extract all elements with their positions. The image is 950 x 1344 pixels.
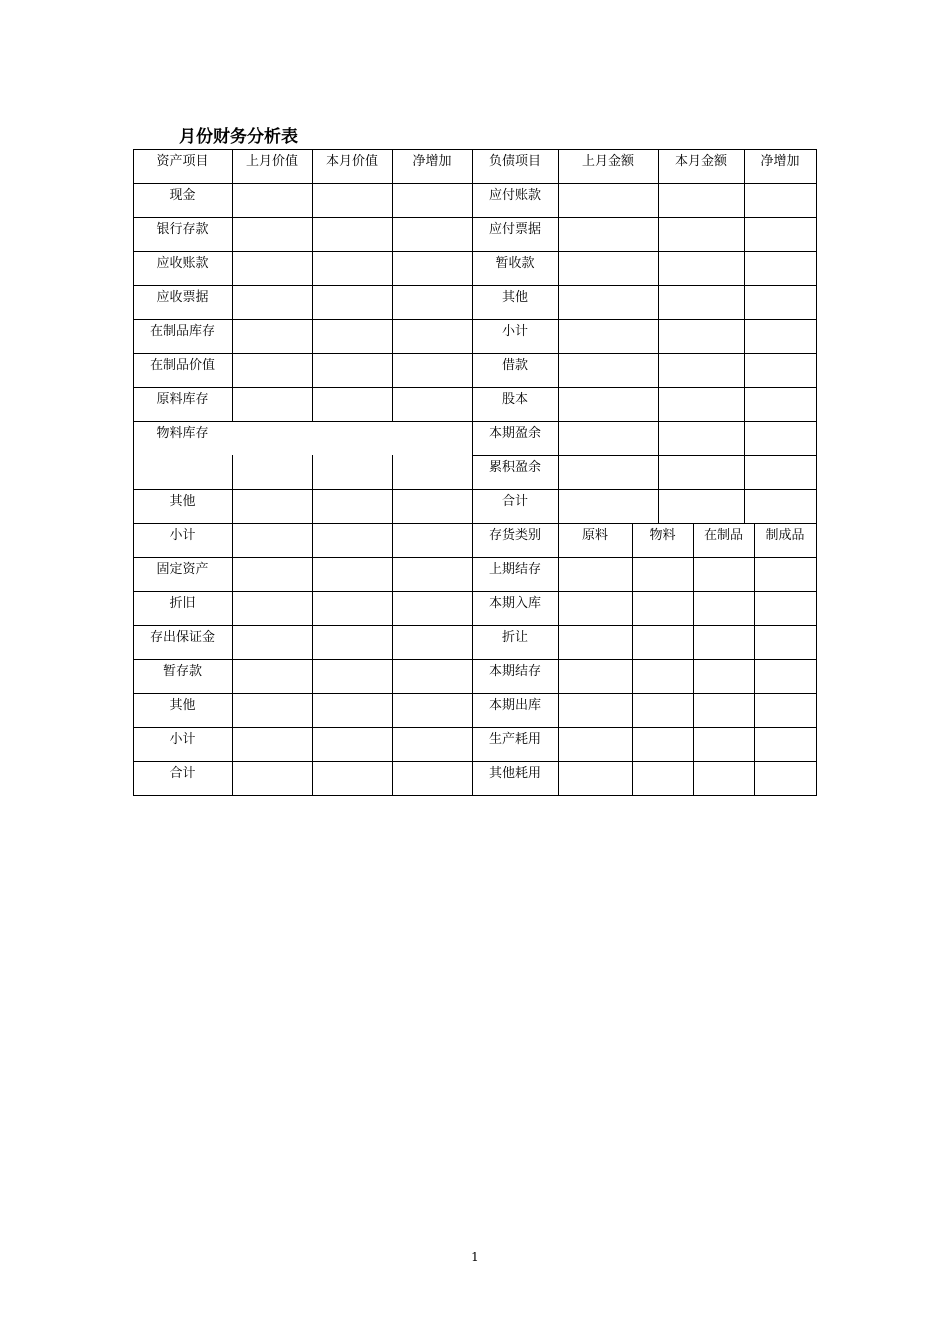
asset-row-label: 在制品库存 (149, 324, 215, 339)
grid-line (744, 149, 745, 524)
grid-line (133, 183, 817, 184)
inventory-row-label: 本期结存 (488, 664, 541, 679)
page-title: 月份财务分析表 (179, 127, 298, 147)
grid-line (133, 421, 817, 422)
grid-line (133, 727, 817, 728)
inventory-row-label: 生产耗用 (488, 732, 541, 747)
page-number: 1 (471, 1250, 479, 1264)
asset-row-label: 原料库存 (156, 392, 209, 407)
grid-line (133, 387, 817, 388)
inventory-header-cell: 制成品 (765, 528, 805, 543)
liability-row-label: 其他 (501, 290, 528, 305)
liability-row-label: 本期盈余 (488, 426, 541, 441)
liability-row-label: 应付票据 (488, 222, 541, 237)
grid-line (392, 149, 393, 422)
inventory-row-label: 本期入库 (488, 596, 541, 611)
grid-line (133, 217, 817, 218)
inventory-header-cell: 原料 (581, 528, 608, 543)
liability-row-label: 应付账款 (488, 188, 541, 203)
asset-row-label: 存出保证金 (149, 630, 215, 645)
inventory-row-label: 折让 (501, 630, 528, 645)
asset-row-label: 在制品价值 (149, 358, 215, 373)
grid-line (133, 761, 817, 762)
grid-line (658, 149, 659, 524)
liability-row-label: 暂收款 (495, 256, 535, 271)
asset-row-label: 其他 (169, 698, 196, 713)
grid-line (133, 659, 817, 660)
grid-line (232, 455, 233, 796)
asset-row-label: 小计 (169, 528, 196, 543)
grid-line (632, 523, 633, 796)
grid-line (133, 319, 817, 320)
inventory-header-cell: 存货类别 (488, 528, 541, 543)
liability-row-label: 股本 (501, 392, 528, 407)
asset-row-label: 物料库存 (156, 426, 209, 441)
grid-line (312, 455, 313, 796)
grid-line (133, 285, 817, 286)
financial-analysis-table (133, 149, 817, 794)
inventory-row-label: 本期出库 (488, 698, 541, 713)
liability-row-label: 合计 (501, 494, 528, 509)
grid-line (133, 557, 817, 558)
asset-row-label: 应收账款 (156, 256, 209, 271)
asset-row-label: 现金 (169, 188, 196, 203)
inventory-row-label: 上期结存 (488, 562, 541, 577)
grid-line (133, 693, 817, 694)
grid-line (133, 251, 817, 252)
asset-row-label: 合计 (169, 766, 196, 781)
grid-line (312, 149, 313, 422)
asset-row-label: 暂存款 (162, 664, 202, 679)
inventory-row-label: 其他耗用 (488, 766, 541, 781)
grid-line (392, 455, 393, 796)
liability-header-cell: 负债项目 (488, 154, 541, 169)
grid-line (133, 489, 817, 490)
grid-line (754, 523, 755, 796)
grid-line (558, 149, 559, 796)
grid-line (816, 149, 817, 796)
grid-line (472, 455, 817, 456)
grid-line (133, 149, 817, 150)
liability-header-cell: 净增加 (760, 154, 800, 169)
asset-row-label: 小计 (169, 732, 196, 747)
grid-line (133, 625, 817, 626)
asset-header-cell: 本月价值 (325, 154, 378, 169)
grid-line (133, 795, 817, 796)
liability-row-label: 累积盈余 (488, 460, 541, 475)
inventory-header-cell: 物料 (649, 528, 676, 543)
liability-row-label: 借款 (501, 358, 528, 373)
asset-row-label: 应收票据 (156, 290, 209, 305)
grid-line (693, 523, 694, 796)
asset-row-label: 固定资产 (156, 562, 209, 577)
asset-row-label: 折旧 (169, 596, 196, 611)
liability-header-cell: 本月金额 (674, 154, 727, 169)
liability-row-label: 小计 (501, 324, 528, 339)
asset-header-cell: 上月价值 (245, 154, 298, 169)
grid-line (133, 591, 817, 592)
inventory-header-cell: 在制品 (703, 528, 743, 543)
asset-header-cell: 净增加 (412, 154, 452, 169)
grid-line (133, 353, 817, 354)
asset-header-cell: 资产项目 (156, 154, 209, 169)
liability-header-cell: 上月金额 (581, 154, 634, 169)
asset-row-label: 银行存款 (156, 222, 209, 237)
asset-row-label: 其他 (169, 494, 196, 509)
grid-line (133, 523, 817, 524)
grid-line (232, 149, 233, 422)
